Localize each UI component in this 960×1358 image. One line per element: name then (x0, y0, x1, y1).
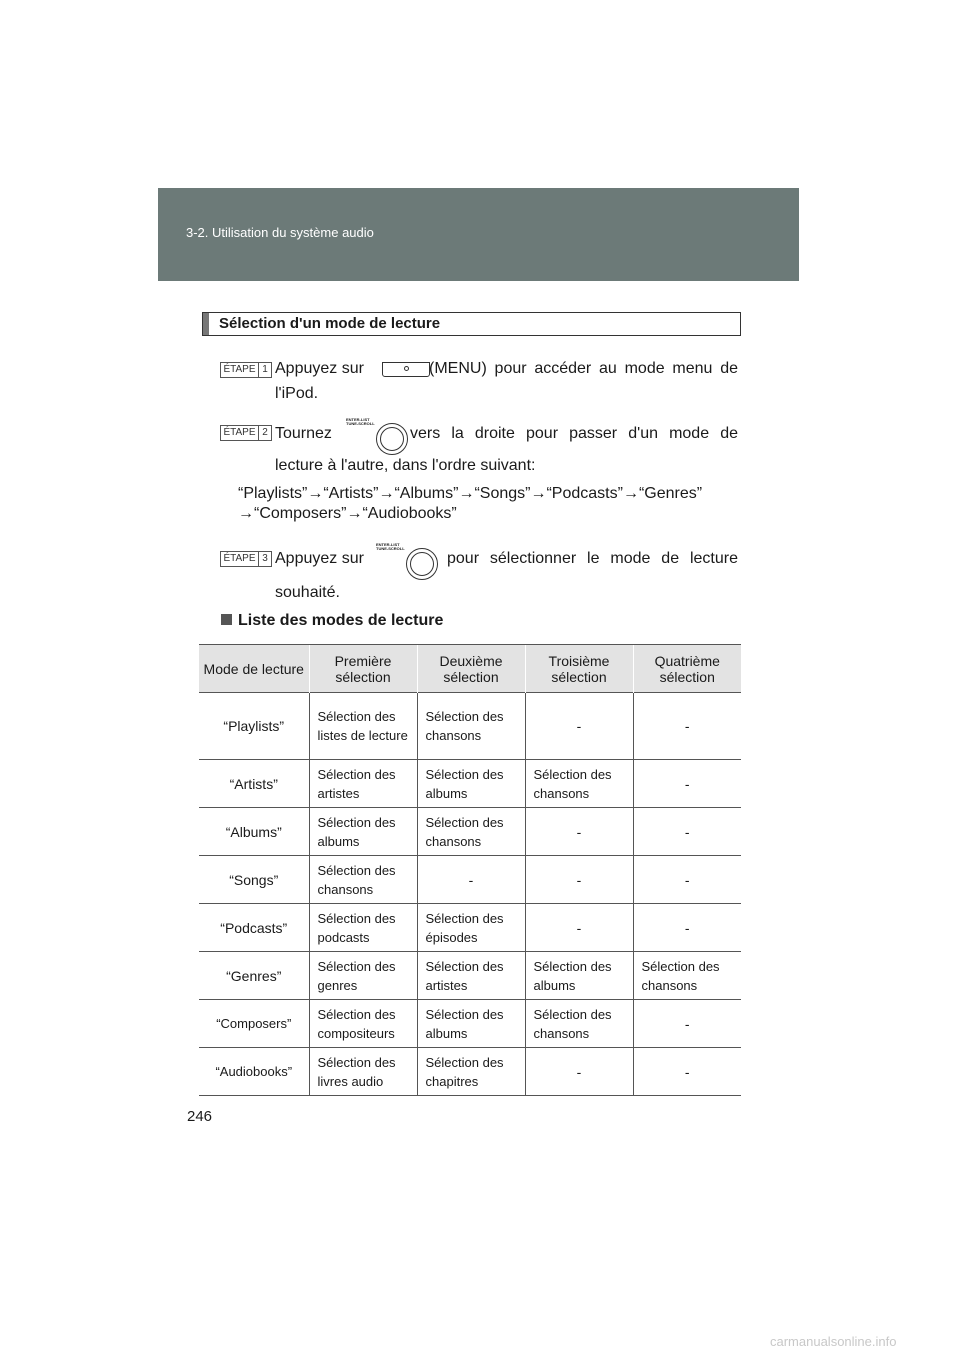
step-3-text-pre: Appuyez sur (275, 550, 364, 567)
mode-cell: “Audiobooks” (199, 1048, 309, 1096)
step-label: ÉTAPE (223, 364, 256, 375)
step-2-text-pre: Tournez (275, 425, 332, 442)
table-header-row (199, 645, 741, 693)
step-badge-1 (220, 362, 272, 378)
mode-cell: “Songs” (199, 856, 309, 904)
square-bullet-icon (221, 614, 232, 625)
table-cell: Sélection des albums (309, 808, 417, 856)
table-cell: Sélection des genres (309, 952, 417, 1000)
section-heading: Sélection d'un mode de lecture (219, 315, 441, 332)
list-heading-text: Liste des modes de lecture (238, 612, 444, 629)
page-number: 246 (187, 1108, 213, 1125)
list-heading (221, 612, 443, 630)
step-number: 2 (258, 426, 271, 440)
table-cell: Sélection des chansons (417, 808, 525, 856)
table-cell: Sélection des podcasts (309, 904, 417, 952)
table-cell: Sélection des chansons (309, 856, 417, 904)
table-cell: Sélection des chansons (417, 693, 525, 760)
section-title: 3-2. Utilisation du système audio (186, 225, 374, 240)
column-header: Troisième sélection (525, 645, 633, 693)
table-cell: Sélection des artistes (417, 952, 525, 1000)
step-3-text-post: pour sélectionner le mode de lecture (447, 550, 738, 567)
step-label: ÉTAPE (223, 553, 256, 564)
mode-cell: “Playlists” (199, 693, 309, 760)
step-badge-2 (220, 425, 272, 441)
watermark[interactable]: carmanualsonline.info (770, 1334, 897, 1349)
heading-accent-bar (203, 313, 209, 335)
knob-ring (406, 548, 438, 580)
table-row (199, 808, 741, 856)
table-cell: Sélection des chansons (633, 952, 741, 1000)
menu-button-icon (382, 362, 430, 377)
table-cell: - (525, 856, 633, 904)
step-2-text-post: vers la droite pour passer d'un mode de (410, 425, 738, 442)
table-cell: Sélection des artistes (309, 760, 417, 808)
table-cell: Sélection des albums (417, 1000, 525, 1048)
table-row (199, 760, 741, 808)
column-header: Quatrième sélection (633, 645, 741, 693)
table-cell: Sélection des livres audio (309, 1048, 417, 1096)
mode-cell: “Podcasts” (199, 904, 309, 952)
knob-ring (376, 423, 408, 455)
knob-caption-top: ENTER-LIST (346, 417, 370, 422)
table-cell: - (525, 904, 633, 952)
table-cell: Sélection des albums (525, 952, 633, 1000)
table-row (199, 1000, 741, 1048)
knob-caption-top: ENTER-LIST (376, 542, 400, 547)
step-2-text-line2: lecture à l'autre, dans l'ordre suivant: (275, 457, 536, 474)
step-number: 1 (258, 363, 271, 377)
step-badge-3 (220, 551, 272, 567)
table-row (199, 952, 741, 1000)
section-heading-box (202, 312, 741, 336)
sequence-line-1: “Playlists”→“Artists”→“Albums”→“Songs”→“Podcasts”→“Genres” (238, 485, 703, 502)
column-header: Mode de lecture (199, 645, 309, 693)
step-label: ÉTAPE (223, 427, 256, 438)
knob-caption-bottom: TUNE-SCROLL (346, 421, 375, 426)
table-cell: Sélection des listes de lecture (309, 693, 417, 760)
mode-cell: “Albums” (199, 808, 309, 856)
mode-cell: “Artists” (199, 760, 309, 808)
table-row (199, 693, 741, 760)
table-cell: Sélection des compositeurs (309, 1000, 417, 1048)
table-cell: - (525, 808, 633, 856)
column-header: Première sélection (309, 645, 417, 693)
table-cell: - (417, 856, 525, 904)
table-cell: Sélection des chapitres (417, 1048, 525, 1096)
step-1-text-post: (MENU) pour accéder au mode menu de (429, 360, 738, 377)
step-3-text-line2: souhaité. (275, 584, 340, 601)
table-cell: Sélection des albums (417, 760, 525, 808)
mode-cell: “Composers” (199, 1000, 309, 1048)
table-cell: - (633, 1000, 741, 1048)
step-1-text-line2: l'iPod. (275, 385, 319, 402)
table-cell: - (525, 693, 633, 760)
column-header: Deuxième sélection (417, 645, 525, 693)
tune-scroll-knob-icon (376, 543, 436, 587)
table-cell: - (633, 760, 741, 808)
table-cell: - (633, 904, 741, 952)
table-cell: - (633, 856, 741, 904)
table-cell: - (633, 1048, 741, 1096)
table-cell: - (525, 1048, 633, 1096)
table-cell: - (633, 693, 741, 760)
knob-caption-bottom: TUNE-SCROLL (376, 546, 405, 551)
playback-modes-table (199, 644, 741, 1096)
step-number: 3 (258, 552, 271, 566)
sequence-line-2: →“Composers”→“Audiobooks” (238, 505, 457, 522)
table-cell: - (633, 808, 741, 856)
table-row (199, 1048, 741, 1096)
table-cell: Sélection des chansons (525, 760, 633, 808)
table-row (199, 856, 741, 904)
mode-cell: “Genres” (199, 952, 309, 1000)
step-1-text-pre: Appuyez sur (275, 360, 364, 377)
table-cell: Sélection des épisodes (417, 904, 525, 952)
header-band (158, 188, 799, 281)
table-cell: Sélection des chansons (525, 1000, 633, 1048)
table-row (199, 904, 741, 952)
